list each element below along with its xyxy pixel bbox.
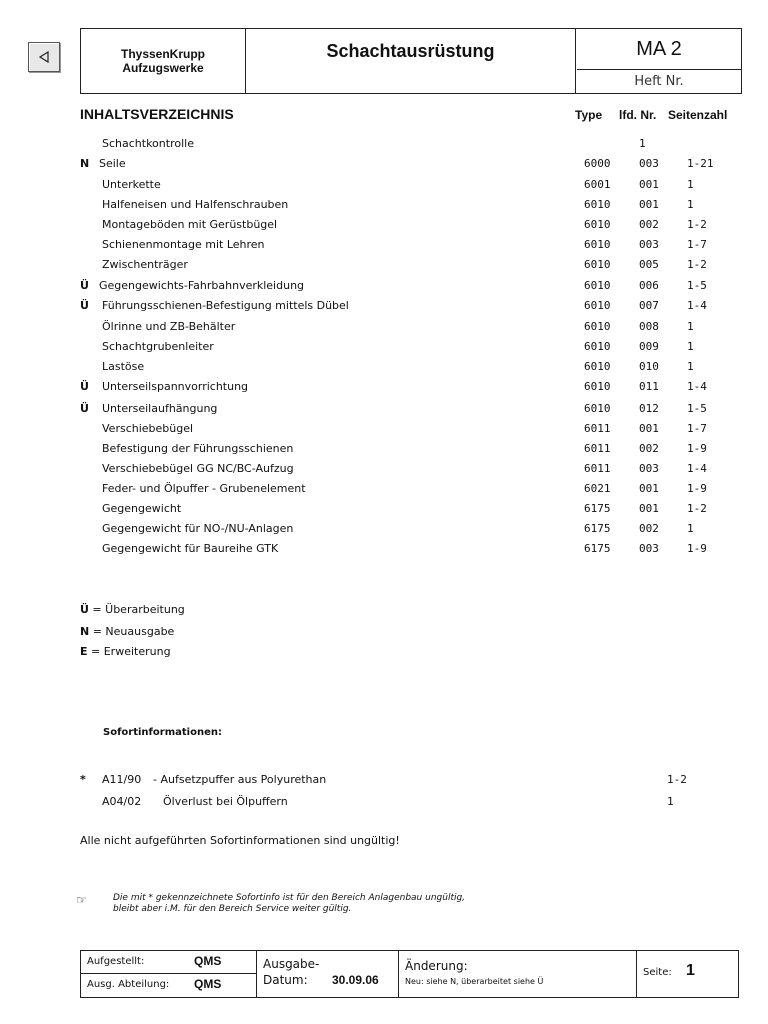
row-pages: 1 <box>687 320 694 333</box>
ausgabe-label: Ausgabe- <box>263 957 320 971</box>
row-type: 6010 <box>584 320 611 333</box>
row-type: 6175 <box>584 542 611 555</box>
row-pages: 1-4 <box>687 462 707 475</box>
table-row <box>0 198 768 218</box>
row-label: Gegengewicht für Baureihe GTK <box>102 542 279 555</box>
row-type: 6011 <box>584 442 611 455</box>
row-type: 6010 <box>584 238 611 251</box>
footer-page-block <box>637 951 738 997</box>
row-number: 001 <box>639 482 659 495</box>
row-label: Schachtkontrolle <box>102 137 194 150</box>
row-type: 6001 <box>584 178 611 191</box>
row-pages: 1 <box>687 360 694 373</box>
table-row <box>0 462 768 482</box>
sofort-text: Ölverlust bei Ölpuffern <box>163 795 288 808</box>
document-footer <box>80 950 739 998</box>
row-type: 6011 <box>584 462 611 475</box>
footnote-line: bleibt aber i.M. für den Bereich Service weiter gültig. <box>113 904 352 914</box>
row-pages: 1 <box>687 522 694 535</box>
table-row <box>0 542 768 562</box>
footnote-line: Die mit * gekennzeichnete Sofortinfo ist für den Bereich Anlagenbau ungültig, <box>113 893 466 903</box>
row-number: 009 <box>639 340 659 353</box>
row-mark: Ü <box>80 299 89 312</box>
row-type: 6175 <box>584 502 611 515</box>
table-row <box>0 380 768 400</box>
table-row <box>0 258 768 278</box>
row-label: Schachtgrubenleiter <box>102 340 214 353</box>
row-number: 002 <box>639 522 659 535</box>
footer-date-block <box>257 951 399 997</box>
row-pages: 1-7 <box>687 238 707 251</box>
row-number: 006 <box>639 279 659 292</box>
triangle-left-icon <box>37 50 51 64</box>
table-row <box>0 522 768 542</box>
legend-text: = Überarbeitung <box>88 603 185 616</box>
abteilung-value: QMS <box>194 977 222 991</box>
row-type: 6010 <box>584 380 611 393</box>
row-type: 6010 <box>584 258 611 271</box>
row-label: Verschiebebügel <box>102 422 194 435</box>
row-label: Seile <box>99 157 126 170</box>
row-pages: 1-4 <box>687 299 707 312</box>
row-label: Lastöse <box>102 360 145 373</box>
row-number: 001 <box>639 198 659 211</box>
footnote <box>113 893 465 915</box>
sofort-item <box>0 795 768 813</box>
row-pages: 1 <box>687 198 694 211</box>
row-pages: 1-5 <box>687 402 707 415</box>
row-number: 012 <box>639 402 659 415</box>
company-division: Aufzugswerke <box>122 61 204 75</box>
row-label: Unterseilaufhängung <box>102 402 218 415</box>
legend-text: = Erweiterung <box>87 645 171 658</box>
table-row <box>0 279 768 299</box>
row-label: Befestigung der Führungsschienen <box>102 442 294 455</box>
row-type: 6010 <box>584 218 611 231</box>
row-pages: 1-2 <box>687 258 707 271</box>
table-row <box>0 402 768 422</box>
table-row <box>0 137 768 157</box>
legend-text: = Neuausgabe <box>89 625 175 638</box>
row-mark: Ü <box>80 380 89 393</box>
toc-title: INHALTSVERZEICHNIS <box>80 106 234 122</box>
row-label: Führungsschienen-Befestigung mittels Dübel <box>102 299 349 312</box>
row-type: 6010 <box>584 340 611 353</box>
row-type: 6010 <box>584 279 611 292</box>
aufgestellt-label: Aufgestellt: <box>87 956 145 967</box>
row-type: 6011 <box>584 422 611 435</box>
column-header-nr: lfd. Nr. <box>619 108 657 122</box>
company-name: ThyssenKrupp <box>120 47 205 61</box>
row-pages: 1-21 <box>687 157 714 170</box>
legend-item <box>80 645 171 658</box>
page-number: 1 <box>686 962 695 979</box>
row-number: 003 <box>639 238 659 251</box>
column-header-pages: Seitenzahl <box>668 108 728 122</box>
legend-item <box>80 603 185 616</box>
datum-label: Datum: <box>263 973 308 987</box>
row-number: 001 <box>639 502 659 515</box>
row-type: 6000 <box>584 157 611 170</box>
row-pages: 1-7 <box>687 422 707 435</box>
sofort-mark: * <box>80 773 86 786</box>
row-pages: 1-9 <box>687 482 707 495</box>
row-pages: 1 <box>687 178 694 191</box>
row-label: Zwischenträger <box>102 258 188 271</box>
sofort-pages: 1 <box>667 795 674 808</box>
legend-key: E <box>80 645 88 658</box>
row-pages: 1 <box>687 340 694 353</box>
row-number: 001 <box>639 422 659 435</box>
table-row <box>0 340 768 360</box>
heft-label: Heft Nr. <box>634 74 684 89</box>
pointing-hand-icon: ☞ <box>76 893 87 907</box>
table-row <box>0 482 768 502</box>
sofort-item <box>0 773 768 791</box>
row-label: Feder- und Ölpuffer - Grubenelement <box>102 482 306 495</box>
row-label: Gegengewicht für NO-/NU-Anlagen <box>102 522 294 535</box>
row-pages: 1-4 <box>687 380 707 393</box>
document-title: Schachtausrüstung <box>246 29 576 93</box>
sofort-code: A11/90 <box>102 773 142 786</box>
footer-author-block <box>81 951 257 997</box>
row-pages: 1-2 <box>687 502 707 515</box>
row-number: 1 <box>639 137 646 150</box>
row-number: 005 <box>639 258 659 271</box>
seite-label: Seite: <box>643 967 672 978</box>
row-pages: 1-9 <box>687 542 707 555</box>
row-type: 6010 <box>584 198 611 211</box>
footer-change-block <box>399 951 637 997</box>
table-row <box>0 238 768 258</box>
table-row <box>0 422 768 442</box>
document-header <box>80 28 742 94</box>
abteilung-label: Ausg. Abteilung: <box>87 979 170 990</box>
aenderung-label: Änderung: <box>405 959 468 973</box>
back-button[interactable] <box>28 42 60 72</box>
table-row <box>0 218 768 238</box>
row-label: Halfeneisen und Halfenschrauben <box>102 198 289 211</box>
table-row <box>0 299 768 319</box>
row-type: 6010 <box>584 299 611 312</box>
aenderung-text: Neu: siehe N, überarbeitet siehe Ü <box>405 977 544 986</box>
sofort-pages: 1-2 <box>667 773 687 786</box>
document-code-block <box>577 29 741 93</box>
row-number: 003 <box>639 542 659 555</box>
company-block <box>81 29 246 93</box>
row-number: 003 <box>639 157 659 170</box>
row-mark: N <box>80 157 90 170</box>
legend-key: N <box>80 625 90 638</box>
ausgabe-date: 30.09.06 <box>332 973 379 987</box>
table-row <box>0 157 768 177</box>
document-code: MA 2 <box>577 29 741 70</box>
row-pages: 1-2 <box>687 218 707 231</box>
legend-item <box>80 625 174 638</box>
row-mark: Ü <box>80 279 89 292</box>
row-type: 6175 <box>584 522 611 535</box>
row-number: 003 <box>639 462 659 475</box>
row-number: 010 <box>639 360 659 373</box>
row-label: Gegengewichts-Fahrbahnverkleidung <box>99 279 305 292</box>
table-row <box>0 442 768 462</box>
row-mark: Ü <box>80 402 89 415</box>
row-type: 6021 <box>584 482 611 495</box>
table-row <box>0 360 768 380</box>
row-pages: 1-5 <box>687 279 707 292</box>
legend-key: Ü <box>80 603 89 616</box>
column-header-type: Type <box>575 108 603 122</box>
row-label: Ölrinne und ZB-Behälter <box>102 320 236 333</box>
table-row <box>0 502 768 522</box>
aufgestellt-value: QMS <box>194 954 222 968</box>
row-label: Unterseilspannvorrichtung <box>102 380 249 393</box>
row-label: Verschiebebügel GG NC/BC-Aufzug <box>102 462 294 475</box>
sofort-code: A04/02 <box>102 795 142 808</box>
row-number: 002 <box>639 442 659 455</box>
row-label: Montageböden mit Gerüstbügel <box>102 218 278 231</box>
row-label: Unterkette <box>102 178 161 191</box>
row-number: 008 <box>639 320 659 333</box>
row-label: Schienenmontage mit Lehren <box>102 238 265 251</box>
row-number: 007 <box>639 299 659 312</box>
row-type: 6010 <box>584 402 611 415</box>
row-label: Gegengewicht <box>102 502 182 515</box>
row-type: 6010 <box>584 360 611 373</box>
invalid-note: Alle nicht aufgeführten Sofortinformationen sind ungültig! <box>80 834 400 847</box>
sofort-title: Sofortinformationen: <box>103 727 222 738</box>
table-row <box>0 320 768 340</box>
row-number: 011 <box>639 380 659 393</box>
row-pages: 1-9 <box>687 442 707 455</box>
row-number: 001 <box>639 178 659 191</box>
sofort-text: - Aufsetzpuffer aus Polyurethan <box>153 773 327 786</box>
row-number: 002 <box>639 218 659 231</box>
table-row <box>0 178 768 198</box>
